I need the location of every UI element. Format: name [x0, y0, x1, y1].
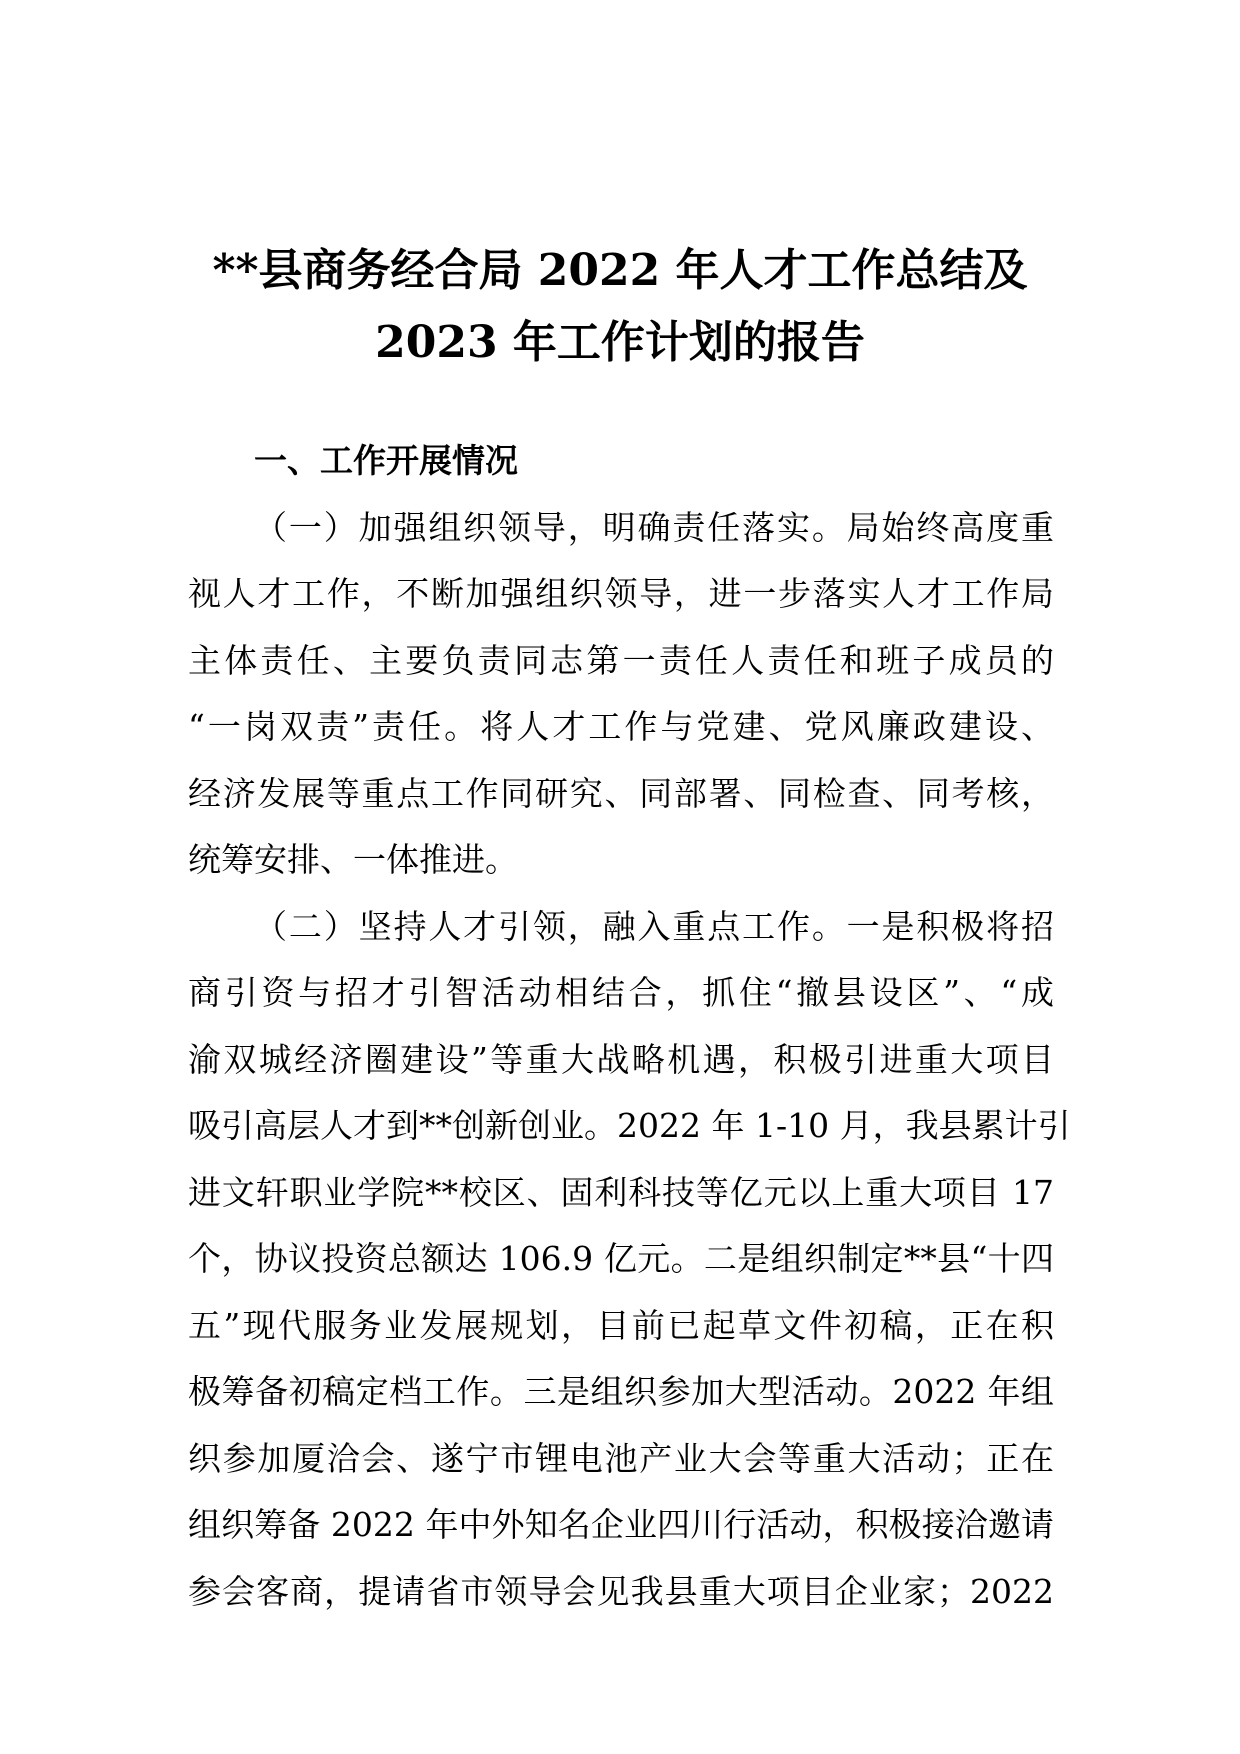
- paragraph-line: （二）坚持人才引领，融入重点工作。一是积极将招: [254, 906, 1054, 946]
- paragraph-line: 参会客商，提请省市领导会见我县重大项目企业家；2022: [188, 1571, 1054, 1611]
- paragraph-line: 极筹备初稿定档工作。三是组织参加大型活动。2022 年组: [188, 1372, 1054, 1411]
- paragraph-line: 统筹安排、一体推进。: [188, 840, 518, 879]
- paragraph-line: 吸引高层人才到**创新创业。2022 年 1-10 月，我县累计引: [188, 1106, 1071, 1145]
- paragraph-line: 视人才工作，不断加强组织领导，进一步落实人才工作局: [188, 574, 1054, 613]
- paragraph-line: 进文轩职业学院**校区、固利科技等亿元以上重大项目 17: [188, 1172, 1054, 1212]
- paragraph-line: 个，协议投资总额达 106.9 亿元。二是组织制定**县“十四: [188, 1239, 1054, 1278]
- paragraph-line: 商引资与招才引智活动相结合，抓住“撤县设区”、“成: [188, 973, 1054, 1012]
- paragraph-line: 组织筹备 2022 年中外知名企业四川行活动，积极接洽邀请: [188, 1505, 1054, 1544]
- document-body: [188, 428, 1071, 1625]
- paragraph-1: [188, 495, 1054, 894]
- title-line-2: 2023 年工作计划的报告: [375, 317, 865, 368]
- paragraph-line: 织参加厦洽会、遂宁市锂电池产业大会等重大活动；正在: [188, 1438, 1054, 1478]
- paragraph-2: [188, 894, 1071, 1626]
- paragraph-line: 渝双城经济圈建设”等重大战略机遇，积极引进重大项目: [188, 1039, 1054, 1079]
- paragraph-line: 五”现代服务业发展规划，目前已起草文件初稿，正在积: [188, 1305, 1054, 1345]
- paragraph-line: 主体责任、主要负责同志第一责任人责任和班子成员的: [188, 640, 1054, 680]
- paragraph-line: 经济发展等重点工作同研究、同部署、同检查、同考核，: [188, 773, 1054, 813]
- title-line-1: **县商务经合局 2022 年人才工作总结及: [212, 245, 1028, 296]
- paragraph-line: （一）加强组织领导，明确责任落实。局始终高度重: [254, 507, 1054, 547]
- document-title: [140, 235, 1100, 379]
- paragraph-line: “一岗双责”责任。将人才工作与党建、党风廉政建设、: [188, 707, 1054, 746]
- section-heading: 一、工作开展情况: [254, 441, 518, 480]
